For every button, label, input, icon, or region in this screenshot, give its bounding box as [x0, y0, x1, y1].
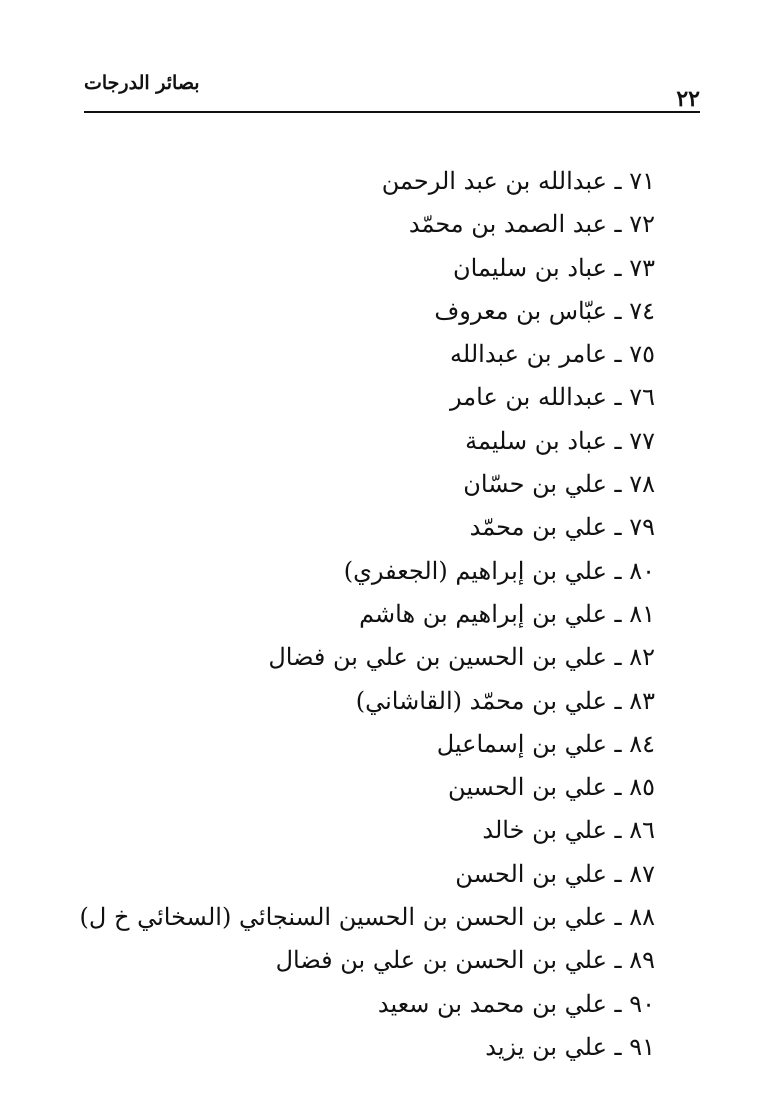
list-item: ٨٩ ـ علي بن الحسن بن علي بن فضال — [275, 946, 655, 975]
list-item: ٨٣ ـ علي بن محمّد (القاشاني) — [355, 686, 655, 715]
list-item: ٧٩ ـ علي بن محمّد — [469, 513, 655, 542]
list-item: ٨٨ ـ علي بن الحسن بن الحسين السنجائي (السخائي خ ل) — [79, 903, 655, 932]
narrator-list — [79, 160, 655, 1069]
list-item: ٧٣ ـ عباد بن سليمان — [453, 253, 655, 282]
list-item: ٧٢ ـ عبد الصمد بن محمّد — [408, 210, 655, 239]
page-number: ٢٢ — [676, 86, 700, 112]
list-item: ٨٧ ـ علي بن الحسن — [455, 859, 655, 888]
list-item: ٨٦ ـ علي بن خالد — [482, 816, 655, 845]
list-item: ٩٠ ـ علي بن محمد بن سعيد — [377, 989, 655, 1018]
running-header-title: بصائر الدرجات — [84, 72, 200, 94]
list-item: ٧٧ ـ عباد بن سليمة — [465, 426, 655, 455]
list-item: ٨١ ـ علي بن إبراهيم بن هاشم — [359, 599, 655, 628]
header-rule — [84, 111, 700, 113]
list-item: ٧٤ ـ عبّاس بن معروف — [434, 296, 655, 325]
list-item: ٨٠ ـ علي بن إبراهيم (الجعفري) — [343, 556, 655, 585]
list-item: ٩١ ـ علي بن يزيد — [485, 1032, 655, 1061]
list-item: ٨٥ ـ علي بن الحسين — [448, 773, 655, 802]
list-item: ٧٦ ـ عبدالله بن عامر — [450, 383, 655, 412]
list-item: ٧٨ ـ علي بن حسّان — [463, 470, 655, 499]
list-item: ٨٤ ـ علي بن إسماعيل — [436, 729, 655, 758]
list-item: ٨٢ ـ علي بن الحسين بن علي بن فضال — [268, 643, 655, 672]
list-item: ٧١ ـ عبدالله بن عبد الرحمن — [381, 167, 655, 195]
list-item: ٧٥ ـ عامر بن عبدالله — [450, 340, 655, 369]
